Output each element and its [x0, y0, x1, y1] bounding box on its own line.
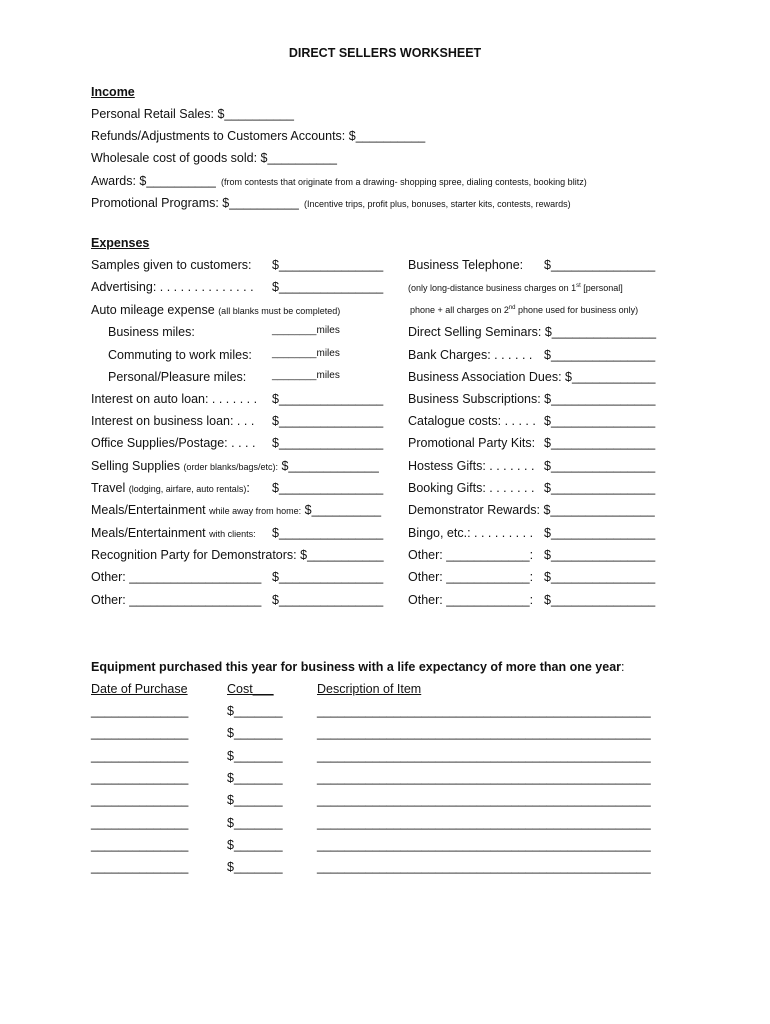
subscriptions-field[interactable]: Business Subscriptions: $_______________ [408, 392, 656, 406]
equipment-description-field[interactable]: ________________________________________________ [317, 726, 651, 741]
equipment-date-field[interactable]: ______________ [91, 837, 189, 852]
travel-note: (lodging, airfare, auto rentals) [128, 484, 247, 494]
phone-note-1-sup: st [576, 283, 581, 289]
other-right-3-label[interactable]: Other: ____________: [408, 593, 534, 607]
meals-clients-label: Meals/Entertainment [91, 526, 206, 540]
samples-label: Samples given to customers: [91, 258, 252, 272]
selling-supplies-row [91, 460, 379, 473]
advertising-label: Advertising: . . . . . . . . . . . . . . [91, 280, 254, 294]
equipment-cost-field[interactable]: $_______ [227, 837, 283, 852]
booking-gifts-field[interactable]: $_______________ [544, 481, 656, 495]
catalogue-field[interactable]: $_______________ [544, 414, 656, 428]
phone-note-1-text: (only long-distance business charges on 1 [408, 283, 577, 293]
samples-field[interactable]: $_______________ [272, 258, 384, 272]
other-left-2-field[interactable]: $_______________ [272, 593, 384, 607]
business-miles-label: Business miles: [108, 325, 195, 339]
selling-supplies-note: (order blanks/bags/etc): [183, 462, 278, 472]
equipment-date-field[interactable]: ______________ [91, 770, 189, 785]
equipment-heading-colon: : [621, 660, 625, 674]
equipment-cost-field[interactable]: $_______ [227, 793, 283, 808]
office-supplies-label: Office Supplies/Postage: . . . . [91, 436, 256, 450]
expenses-heading: Expenses [91, 236, 150, 250]
col-cost-header: Cost___ [227, 682, 274, 696]
meals-clients-row [91, 527, 256, 540]
telephone-label: Business Telephone: [408, 258, 524, 272]
equipment-description-field[interactable]: ________________________________________________ [317, 770, 651, 785]
equipment-cost-field[interactable]: $_______ [227, 770, 283, 785]
other-right-1-field[interactable]: $_______________ [544, 548, 656, 562]
equipment-description-field[interactable]: ________________________________________________ [317, 704, 651, 718]
travel-row [91, 482, 250, 495]
equipment-cost-field[interactable]: $_______ [227, 704, 283, 718]
bingo-field[interactable]: $_______________ [544, 526, 656, 540]
other-right-1-label[interactable]: Other: ____________: [408, 548, 534, 562]
other-right-2-field[interactable]: $_______________ [544, 570, 656, 584]
personal-miles-field[interactable]: ________miles [272, 370, 340, 381]
equipment-description-field[interactable]: ________________________________________________ [317, 815, 651, 830]
demonstrator-rewards-field[interactable]: Demonstrator Rewards: $_______________ [408, 503, 655, 517]
travel-colon: : [246, 481, 250, 495]
commuting-miles-label: Commuting to work miles: [108, 348, 252, 362]
personal-retail-sales-field[interactable]: Personal Retail Sales: $__________ [91, 107, 294, 121]
catalogue-label: Catalogue costs: . . . . . [408, 414, 536, 428]
selling-supplies-field[interactable]: $_____________ [281, 459, 379, 473]
equipment-heading-text: Equipment purchased this year for business with a life expectancy of more than one year [91, 660, 622, 674]
business-loan-label: Interest on business loan: . . . [91, 414, 255, 428]
equipment-heading [91, 661, 625, 674]
equipment-date-field[interactable]: ______________ [91, 748, 189, 763]
auto-mileage-label [91, 304, 340, 317]
booking-gifts-label: Booking Gifts: . . . . . . . [408, 481, 535, 495]
equipment-cost-field[interactable]: $_______ [227, 815, 283, 830]
equipment-date-field[interactable]: ______________ [91, 793, 189, 808]
telephone-field[interactable]: $_______________ [544, 258, 656, 272]
auto-mileage-text: Auto mileage expense [91, 303, 215, 317]
meals-away-note: while away from home: [209, 506, 302, 516]
phone-note-2-text: phone + all charges on 2 [410, 305, 509, 315]
refunds-adjustments-field[interactable]: Refunds/Adjustments to Customers Accounts: $__________ [91, 129, 426, 143]
business-miles-field[interactable]: ________miles [272, 325, 340, 336]
meals-away-field[interactable]: $__________ [304, 503, 382, 517]
auto-loan-label: Interest on auto loan: . . . . . . . [91, 392, 258, 406]
equipment-cost-field[interactable]: $_______ [227, 726, 283, 741]
phone-note-2-post: phone used for business only) [515, 305, 639, 315]
travel-label: Travel [91, 481, 126, 495]
advertising-field[interactable]: $_______________ [272, 280, 384, 294]
equipment-description-field[interactable]: ________________________________________________ [317, 748, 651, 763]
phone-note-line-1 [408, 284, 623, 293]
other-left-1-label[interactable]: Other: ___________________ [91, 570, 262, 584]
meals-away-row [91, 504, 381, 517]
commuting-miles-field[interactable]: ________miles [272, 348, 340, 359]
auto-loan-field[interactable]: $_______________ [272, 392, 384, 406]
equipment-description-field[interactable]: ________________________________________________ [317, 837, 651, 852]
other-left-2-label[interactable]: Other: ___________________ [91, 593, 262, 607]
hostess-gifts-field[interactable]: $_______________ [544, 459, 656, 473]
office-supplies-field[interactable]: $_______________ [272, 436, 384, 450]
seminars-field[interactable]: Direct Selling Seminars: $_______________ [408, 325, 657, 339]
other-left-1-field[interactable]: $_______________ [272, 570, 384, 584]
bingo-label: Bingo, etc.: . . . . . . . . . [408, 526, 534, 540]
association-dues-field[interactable]: Business Association Dues: $____________ [408, 370, 656, 384]
phone-note-1-post: [personal] [580, 283, 623, 293]
meals-clients-note: with clients: [209, 529, 256, 539]
promotional-programs-note: (Incentive trips, profit plus, bonuses, starter kits, contests, rewards) [304, 199, 571, 209]
other-right-3-field[interactable]: $_______________ [544, 593, 656, 607]
equipment-description-field[interactable]: ________________________________________________ [317, 860, 651, 875]
income-heading: Income [91, 85, 135, 99]
awards-field[interactable]: Awards: $__________ [91, 174, 216, 188]
business-loan-field[interactable]: $_______________ [272, 414, 384, 428]
awards-note: (from contests that originate from a drawing- shopping spree, dialing contests, booking blitz) [221, 177, 587, 187]
promotional-programs-field[interactable]: Promotional Programs: $__________ [91, 196, 299, 210]
equipment-description-field[interactable]: ________________________________________________ [317, 793, 651, 808]
equipment-cost-field[interactable]: $_______ [227, 860, 283, 875]
bank-charges-field[interactable]: $_______________ [544, 348, 656, 362]
equipment-date-field[interactable]: ______________ [91, 815, 189, 830]
meals-clients-field[interactable]: $_______________ [272, 526, 384, 540]
phone-note-line-2 [410, 306, 638, 315]
auto-mileage-note: (all blanks must be completed) [218, 306, 341, 316]
party-kits-label: Promotional Party Kits: [408, 436, 536, 450]
col-description-header: Description of Item [317, 682, 422, 696]
bank-charges-label: Bank Charges: . . . . . . [408, 348, 533, 362]
hostess-gifts-label: Hostess Gifts: . . . . . . . [408, 459, 535, 473]
col-date-header: Date of Purchase [91, 682, 188, 696]
selling-supplies-label: Selling Supplies [91, 459, 180, 473]
equipment-date-field[interactable]: ______________ [91, 704, 189, 718]
page-title: DIRECT SELLERS WORKSHEET [288, 46, 482, 60]
recognition-party-field[interactable]: Recognition Party for Demonstrators: $___________ [91, 548, 384, 562]
equipment-date-field[interactable]: ______________ [91, 860, 189, 875]
equipment-date-field[interactable]: ______________ [91, 726, 189, 741]
personal-miles-label: Personal/Pleasure miles: [108, 370, 247, 384]
meals-away-label: Meals/Entertainment [91, 503, 206, 517]
equipment-cost-field[interactable]: $_______ [227, 748, 283, 763]
party-kits-field[interactable]: $_______________ [544, 436, 656, 450]
other-right-2-label[interactable]: Other: ____________: [408, 570, 534, 584]
travel-field[interactable]: $_______________ [272, 481, 384, 495]
wholesale-cost-field[interactable]: Wholesale cost of goods sold: $__________ [91, 151, 338, 165]
phone-note-2-sup: nd [508, 305, 516, 311]
